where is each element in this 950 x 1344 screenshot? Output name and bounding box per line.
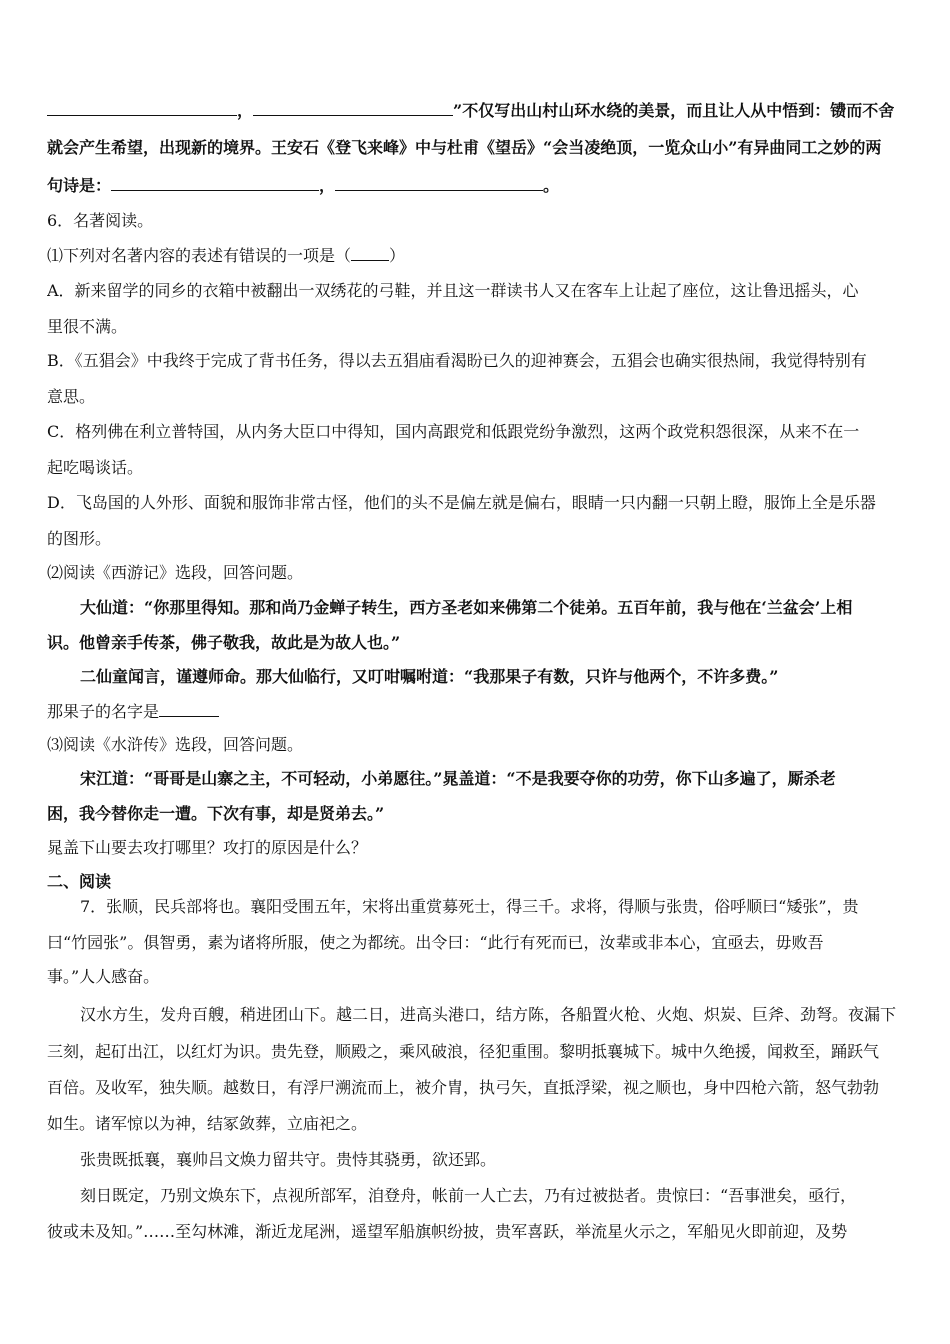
passage-line: 事。”人人感奋。 <box>47 967 160 986</box>
answer-blank[interactable] <box>111 174 319 191</box>
passage-line: 张贵既抵襄，襄帅吕文焕力留共守。贵恃其骁勇，欲还郢。 <box>80 1150 497 1169</box>
shuihu-excerpt-line-1: 宋江道：“哥哥是山寨之主，不可轻动，小弟愿往。”晁盖道：“不是我要夺你的功劳，你下山多遍了，厮杀老 <box>80 769 836 788</box>
q6-option-d-cont: 的图形。 <box>47 529 112 548</box>
q6-sub2-question: 那果子的名字是 <box>47 700 906 723</box>
answer-blank[interactable] <box>47 99 237 116</box>
q6-option-a-cont: 里很不满。 <box>47 317 128 336</box>
q6-option-c: C．格列佛在利立普特国，从内务大臣口中得知，国内高跟党和低跟党纷争激烈，这两个政党积怨很深，从来不在一 <box>47 422 860 441</box>
q6-sub2-prompt: ⑵阅读《西游记》选段，回答问题。 <box>47 563 304 582</box>
answer-blank[interactable] <box>351 244 389 261</box>
q6-option-c-cont: 起吃喝谈话。 <box>47 458 144 477</box>
passage-line: 7．张顺，民兵部将也。襄阳受围五年，宋将出重赏募死士，得三千。求将，得顺与张贵，俗呼顺曰“矮张”，贵 <box>80 897 859 916</box>
answer-blank[interactable] <box>253 99 453 116</box>
q6-sub3-question: 晁盖下山要去攻打哪里？攻打的原因是什么？ <box>47 838 368 857</box>
xiyouji-excerpt-line-3: 二仙童闻言，谨遵师命。那大仙临行，又叮咁嘱咐道：“我那果子有数，只许与他两个，不许多费。” <box>80 667 779 686</box>
poem-fill-line-2: 就会产生希望，出现新的境界。王安石《登飞来峰》中与杜甫《望岳》“会当凌绝顶，一览众山小”有异曲同工之妙的两 <box>47 138 882 157</box>
passage-line: 三刻，起矴出江，以红灯为识。贵先登，顺殿之，乘风破浪，径犯重围。黎明抵襄城下。城中久绝援，闻救至，踊跃气 <box>47 1042 880 1061</box>
q6-option-b: B．《五猖会》中我终于完成了背书任务，得以去五猖庙看渴盼已久的迎神赛会，五猖会也确实很热闹，我觉得特别有 <box>47 351 867 370</box>
xiyouji-excerpt-line-2: 识。他曾亲手传茶，佛子敬我，故此是为故人也。” <box>47 633 401 652</box>
passage-line: 如生。诸军惊以为神，结冢敛葬，立庙祀之。 <box>47 1114 368 1133</box>
passage-line: 曰“竹园张”。俱智勇，素为诸将所服，使之为都统。出令曰：“此行有死而已，汝辈或非本心，宜亟去，毋败吾 <box>47 933 824 952</box>
passage-line: 彼或未及知。”……至勾林滩，渐近龙尾洲，遥望军船旗帜纷披，贵军喜跃，举流星火示之，军船见火即前迎，及势 <box>47 1222 848 1241</box>
passage-line: 汉水方生，发舟百艘，稍进团山下。越二日，进高头港口，结方陈，各船置火枪、火炮、炽炭、巨斧、劲弩。夜漏下 <box>80 1005 897 1024</box>
q6-sub1-prompt: ⑴下列对名著内容的表述有错误的一项是（ ） <box>47 246 406 265</box>
answer-blank[interactable] <box>159 700 219 717</box>
answer-blank[interactable] <box>335 174 543 191</box>
poem-fill-line-3: 句诗是： ， 。 <box>47 176 560 195</box>
poem-fill-line-1: ， ”不仅写出山村山环水绕的美景，而且让人从中悟到：镄而不舍 <box>47 99 906 122</box>
q6-option-a: A．新来留学的同乡的衣箱中被翻出一双绣花的弓鞋，并且这一群读书人又在客车上让起了座位，这让鲁迅摇头，心 <box>47 281 859 300</box>
passage-line: 百倍。及收军，独失顺。越数日，有浮尸溯流而上，被介胄，执弓矢，直抵浮梁，视之顺也，身中四枪六箭，怒气勃勃 <box>47 1078 880 1097</box>
question-6-title: 6．名著阅读。 <box>47 211 154 230</box>
xiyouji-excerpt-line-1: 大仙道：“你那里得知。那和尚乃金蝉子转生，西方圣老如来佛第二个徒弟。五百年前，我与他在‘兰盆会’上相 <box>80 598 853 617</box>
q6-option-d: D．飞岛国的人外形、面貌和服饰非常古怪，他们的头不是偏左就是偏右，眼睛一只内翻一只朝上瞪，服饰上全是乐器 <box>47 493 876 512</box>
section-heading: 二、阅读 <box>47 872 112 891</box>
q6-option-b-cont: 意思。 <box>47 387 96 406</box>
passage-line: 刻日既定，乃别文焕东下，点视所部军，洎登舟，帐前一人亡去，乃有过被挞者。贵惊曰：“吾事泄矣，亟行， <box>80 1186 857 1205</box>
q6-sub3-prompt: ⑶阅读《水浒传》选段，回答问题。 <box>47 735 304 754</box>
shuihu-excerpt-line-2: 困，我今替你走一遭。下次有事，却是贤弟去。” <box>47 804 385 823</box>
